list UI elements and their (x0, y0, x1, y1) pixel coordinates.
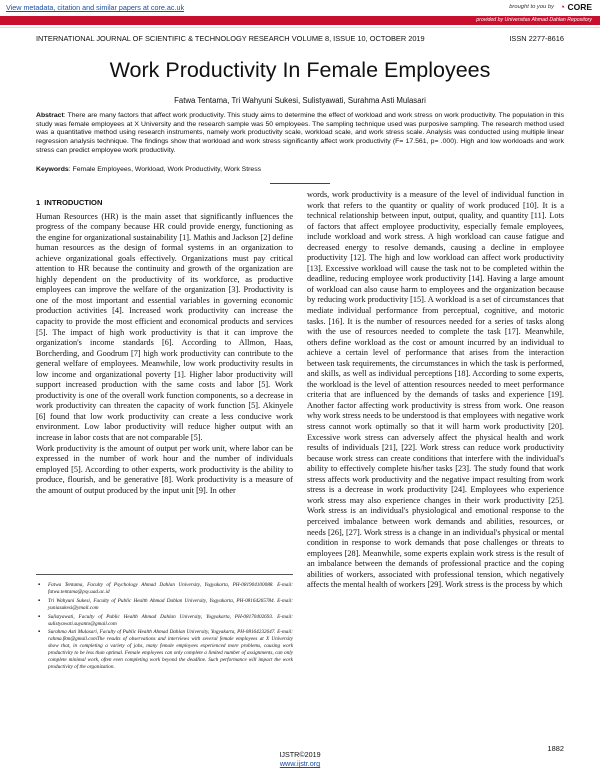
keywords-text: : Female Employees, Workload, Work Productivity, Work Stress (68, 166, 262, 173)
abstract-text: : There are many factors that affect work productivity. This study aims to determine the effect of workload and work stress on work productivity. The population in this study was female employees at X University and the research sample was 50 employees. The sampling technique used was purposive sampling. The research method used was a quantitative method using research instruments, namely work productivity scale, workload scale, and work stress scale. Analysis was conducted using multiple linear regression analysis technique. The findings show that workload and work stress significantly affect work productivity (F= 17.561, p= .000). High and low workloads and work stress can predict employee work productivity. (36, 112, 564, 154)
journal-header (36, 34, 564, 43)
right-column (307, 190, 564, 591)
body-paragraph: words, work productivity is a measure of the level of individual function in work that refers to the quantity or quality of work produced [10]. It is a technical relationship between input, output, quality, and quantity [11]. Lots of factors that affect employee productivity, especially female employees, include workload and work stress. A high workload can cause fatigue and decreased energy to resolve demands, causing a decline in employee productivity [12]. The high and low workload can affect work productivity [13]. Excessive workload will cause the task not to be completed within the deadline, reducing employee work productivity [14]. Having a large amount of workload can also cause harm to employees and the organization because by reducing work productivity [15]. A workload is a set of circumstances that mediate individual performance from perceptual, cognitive, and motoric tasks. [16]. It is the number of resources needed for a series of tasks along with the use of resources needed to complete the task [17]. Meanwhile, others define workload as the cost or amount incurred by an individual to achieve a certain level of performance that arises from the interaction between task requirements, the circumstances in which the task is performed, and skills, as well as individual perceptions [18]. According to some experts, the workload is the level of attention resources needed to meet performance criteria that are influenced by the demands of tasks and experience [19]. Another factor affecting work productivity is stress from work. One reason why work stress needs to be understood is that employees with negative work stress cannot work optimally so that it will harm work productivity [20]. Excessive work stress can adversely affect the physical health and work results of individuals [21], [22]. Work stress can reduce work productivity because work stress can create conditions that interfere with the individual's ability to effectively complete his/her tasks [23]. The study found that work stress affects work productivity and the negative impact resulting from work stress is a decrease in work productivity [24]. Employees who experience work stress may also experience changes in their work productivity [25]. Work stress is an individual's physiological and emotional response to the perceived imbalance between work demands and abilities, resources, or needs [26], [27]. Work stress is a change in an individual's physical or mental condition in response to work demands that pose challenges or threats to employees [28]. Meanwhile, some experts explain work stress is the result of an imbalance between the demands of professional practice and the coping abilities of workers, associated with professional tension, which negatively affects the mental health of workers [29]. Work stress is the process by which (307, 190, 564, 590)
journal-name: INTERNATIONAL JOURNAL OF SCIENTIFIC & TECHNOLOGY RESEARCH VOLUME 8, ISSUE 10, OCTOBER 2019 (36, 34, 425, 43)
core-brought-by-text: brought to you by (509, 4, 554, 10)
core-logo-text: CORE (567, 2, 592, 12)
core-logo-icon: ◔ (559, 2, 566, 12)
abstract (36, 112, 564, 156)
journal-issn: ISSN 2277-8616 (509, 34, 564, 43)
core-banner (0, 0, 600, 28)
section-divider (270, 183, 330, 184)
footnote-item: ▪ Surahma Asti Mulasari, Faculty of Public Health Ahmad Dahlan University, Yogyakarta, PH-08164232647. E-mail: rahma.fkm@gmail.comThe results of observations and interviews with several female employees at X University show that, in completing a variety of jobs, many female employees experienced more problems, causing work productivity to be less than optimal. Female employees can only complete a limited number of assignments, can only complete minimal work, often even completing work beyond the deadline. Such performance will impact the work productivity of the organization. (36, 629, 293, 670)
core-metadata-link[interactable]: View metadata, citation and similar papers at core.ac.uk (6, 3, 185, 12)
footnote-item: ▪ Fatwa Tentama, Faculty of Psychology Ahmad Dahlan University, Yogyakarta, PH-081904100088. E-mail: fatwa.tentama@psy.uad.ac.id (36, 582, 293, 596)
footer-url-link[interactable]: www.ijstr.org (279, 759, 321, 768)
paper-title: Work Productivity In Female Employees (109, 58, 491, 82)
core-provided-stripe (0, 16, 600, 25)
core-logo[interactable] (560, 2, 592, 12)
keywords-label: Keywords (36, 166, 69, 173)
page-footer (0, 750, 600, 768)
abstract-label: Abstract (36, 112, 64, 119)
section-heading (36, 198, 293, 209)
left-column (36, 198, 293, 496)
footnote-item: ▪ Tri Wahyuni Sukesi, Faculty of Public Health Ahmad Dahlan University, Yogyakarta, PH-08164265784. E-mail: yuniasukesi@ymail.com (36, 598, 293, 612)
core-provided-by-text[interactable]: provided by Universitas Ahmad Dahlan Repository (476, 17, 592, 23)
page-number: 1882 (547, 744, 564, 753)
author-footnotes (36, 574, 293, 673)
footer-code: IJSTR©2019 (279, 750, 321, 759)
author-list: Fatwa Tentama, Tri Wahyuni Sukesi, Sulistyawati, Surahma Asti Mulasari (174, 96, 426, 105)
keywords (36, 166, 564, 173)
footnote-item: ▪ Sulistyawati, Faculty of Public Health Ahmad Dahlan University, Yogyakarta, PH-08170402693. E-mail: sulistyawati.suyanto@gmail.com (36, 614, 293, 628)
body-paragraph: Work productivity is the amount of output per work unit, where labor can be expressed in the number of work hour and the number of individuals employed [5]. According to other experts, work productivity is the ability to produce, flourish, and be generative [8]. Work productivity is a measure of the amount of output produced by the input unit [9]. In other (36, 443, 293, 495)
body-paragraph: Human Resources (HR) is the main asset that significantly influences the progress of the company because HR could provide energy, functioning as the engine for organizational sustainability [1]. Mathis and Jackson [2] define human resources as the design of formal systems in an organization to achieve organizational goals effectively. Organizations must pay critical attention to HR because the continuity and growth of the organization are highly dependent on the productivity of its workforce, as productive employees can improve the welfare of the organization [3]. Productivity is one of the most important and essential variables in governing economic production activities [4]. Increased work productivity can increase the capacity to provide the most efficient and economical products and services [5]. The impact of high work productivity is that it can improve the organization's income standards [6]. According to Allmon, Haas, Borcherding, and Goodrum [7] high work productivity can contribute to the general welfare of employees. Meanwhile, low work productivity results in low income and organizational poverty [1]. Higher labor productivity will support increased production with the same costs and labor [5]. Work productivity is one of the overall work function components, so a decrease in work productivity can threaten the capacity of work function [5]. Akinyele [6] found that low work productivity can create a less conducive work environment. Low labor productivity will reduce higher output with an increase in labor costs that are not comparable [5]. (36, 211, 293, 443)
section-number: 1 (36, 198, 41, 207)
section-title: INTRODUCTION (44, 198, 103, 207)
